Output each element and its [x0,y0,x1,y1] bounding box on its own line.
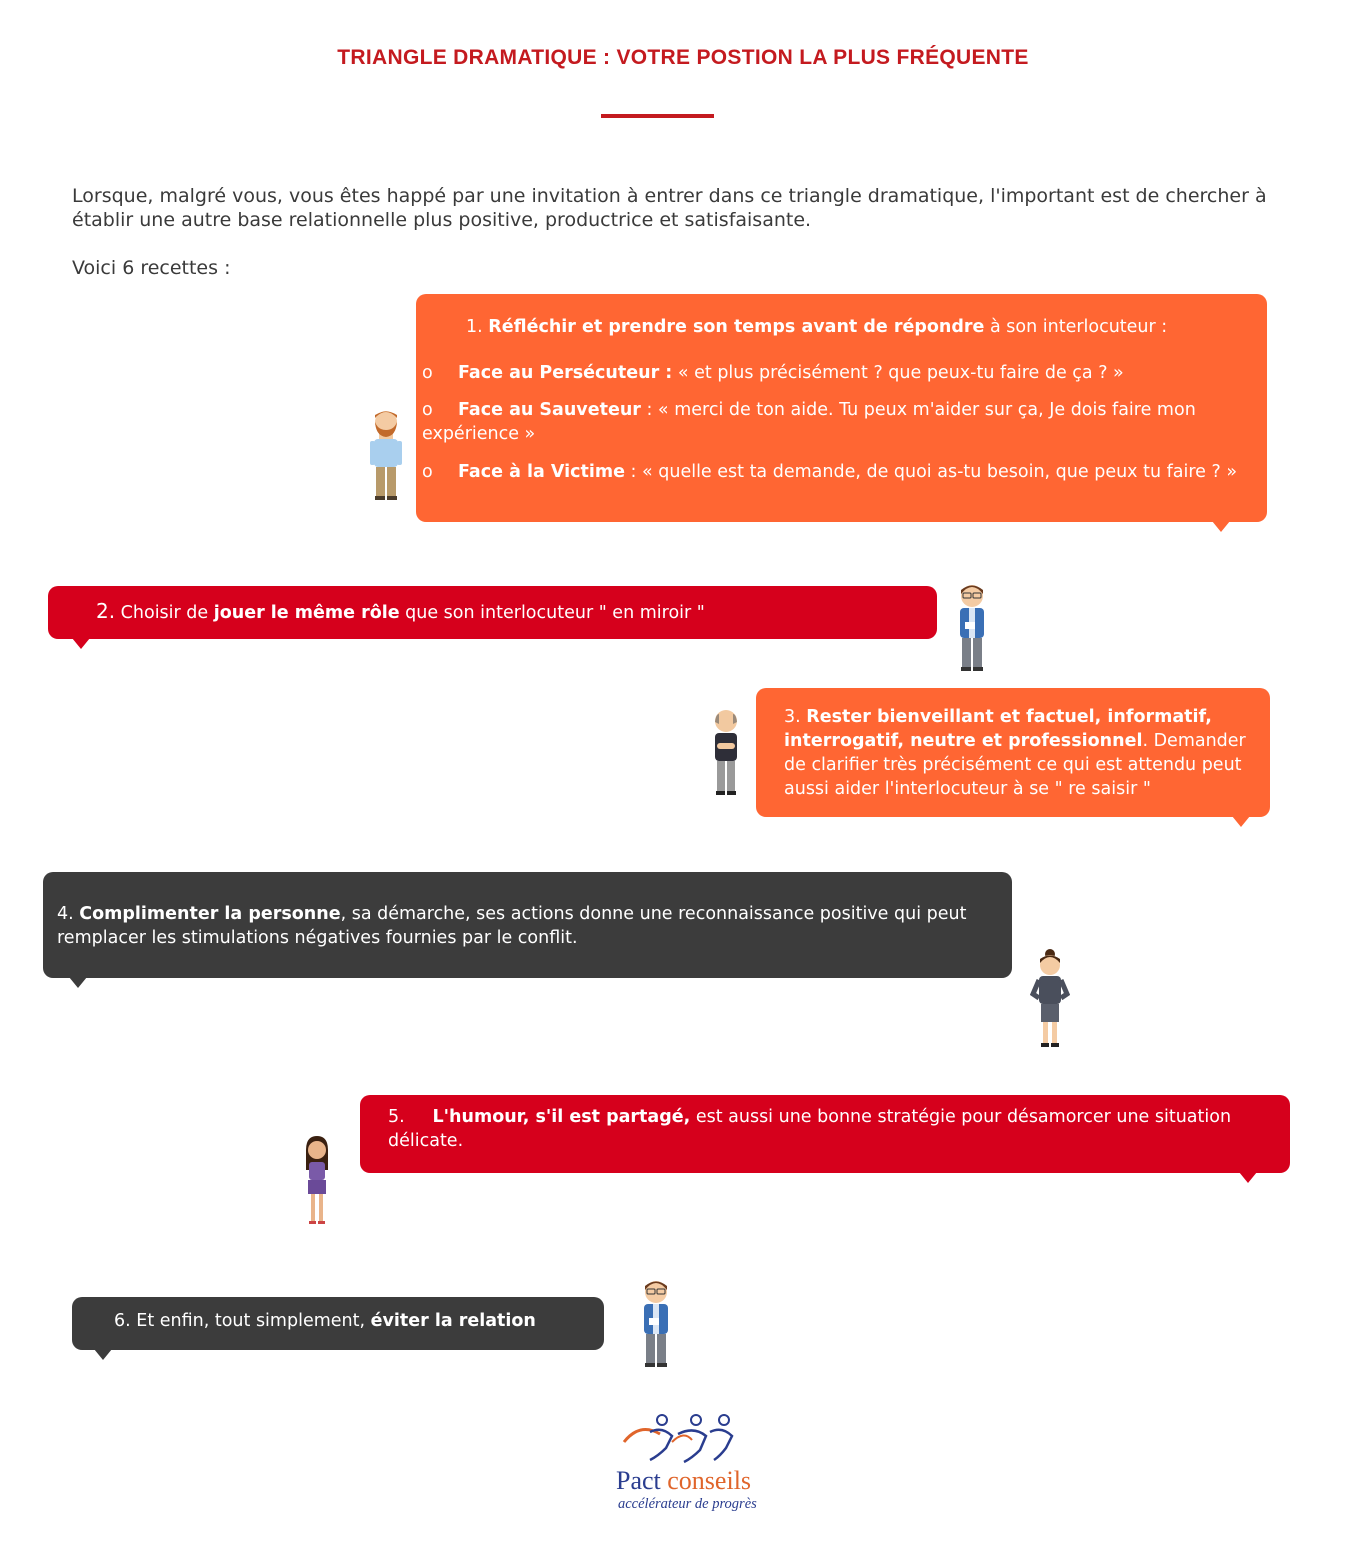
recipe-5-text [388,1105,1278,1153]
recipe-3-bold: Rester bienveillant et factuel, informatif, interrogatif, neutre et professionnel [784,707,1212,751]
title-underline [601,114,714,118]
recipe-3-bubble [756,688,1270,817]
recipe-1-item-sauveteur [422,398,1262,446]
recipe-1-number: 1. [466,317,483,337]
recipe-2-bubble [48,586,937,639]
recipe-4-bubble [43,872,1012,978]
item-bold: Face au Sauveteur [458,400,641,420]
recipe-5-post: est aussi une bonne stratégie pour désamorcer une situation délicate. [388,1107,1232,1151]
recipe-2-post: que son interlocuteur " en miroir " [399,603,705,623]
recipe-4-number: 4. [57,904,74,924]
recipe-1-heading [466,317,1167,337]
bubble-tail [1232,816,1250,827]
man-with-glasses-avatar [953,582,991,672]
recipe-2-text [96,599,705,623]
recipe-5-bold: L'humour, s'il est partagé, [432,1107,691,1127]
bald-man-avatar [708,708,744,796]
bubble-tail [94,1349,112,1360]
recipe-1-item-persecuteur [422,361,1262,385]
recipe-2-number: 2. [96,599,116,623]
item-text: : « merci de ton aide. Tu peux m'aider sur ça, Je dois faire mon expérience » [422,400,1196,444]
recipe-5-bubble [360,1095,1290,1173]
recipe-6-bold: éviter la relation [370,1311,536,1331]
bullet: o [422,363,433,383]
recipe-6-bubble [72,1297,604,1350]
bearded-man-avatar [366,408,406,500]
logo-name [616,1466,751,1496]
recipe-1-bold: Réfléchir et prendre son temps avant de répondre [488,317,985,337]
recipe-3-post: . Demander de clarifier très précisément ce qui est attendu peut aussi aider l'interlocuteur à se " re saisir " [784,731,1246,799]
recipe-2-bold: jouer le même rôle [213,603,400,623]
page-title: TRIANGLE DRAMATIQUE : VOTRE POSTION LA PLUS FRÉQUENTE [337,46,1029,69]
logo-name-part2: conseils [667,1466,752,1495]
recipe-2-pre: Choisir de [120,603,214,623]
item-text: : « quelle est ta demande, de quoi as-tu besoin, que peux tu faire ? » [624,462,1238,482]
recipe-6-text [114,1311,536,1331]
recipe-4-bold: Complimenter la personne [79,904,341,924]
runners-logo-icon [620,1412,740,1464]
bullet: o [422,462,433,482]
item-text: « et plus précisément ? que peux-tu faire de ça ? » [672,363,1124,383]
recipe-4-post: , sa démarche, ses actions donne une reconnaissance positive qui peut remplacer les stimulations négatives fournies par le conflit. [57,904,967,948]
bubble-tail [69,977,87,988]
item-bold: Face à la Victime [458,462,625,482]
recipes-label: Voici 6 recettes : [72,257,231,279]
intro-paragraph: Lorsque, malgré vous, vous êtes happé par une invitation à entrer dans ce triangle dramatique, l'important est de chercher à établir une autre base relationnelle plus positive, productrice et satisfaisante. [72,185,1267,231]
pact-conseils-logo [612,1412,792,1512]
logo-name-part1: Pact [616,1466,661,1495]
recipe-3-number: 3. [784,707,801,727]
recipe-1-rest: à son interlocuteur : [984,317,1168,337]
man-with-glasses-avatar [637,1278,675,1368]
recipe-3-text [784,705,1264,801]
recipe-1-item-victime [422,460,1262,484]
recipe-6-pre: Et enfin, tout simplement, [136,1311,371,1331]
bubble-tail [72,638,90,649]
bubble-tail [1239,1172,1257,1183]
item-bold: Face au Persécuteur : [458,363,673,383]
businesswoman-avatar [1030,948,1070,1048]
bubble-tail [1212,521,1230,532]
logo-tagline: accélérateur de progrès [618,1496,757,1512]
young-woman-avatar [300,1136,334,1226]
recipe-4-text [57,902,1007,950]
recipe-5-number: 5. [388,1107,405,1127]
recipe-6-number: 6. [114,1311,131,1331]
bullet: o [422,400,433,420]
recipe-1-bubble [416,294,1267,522]
